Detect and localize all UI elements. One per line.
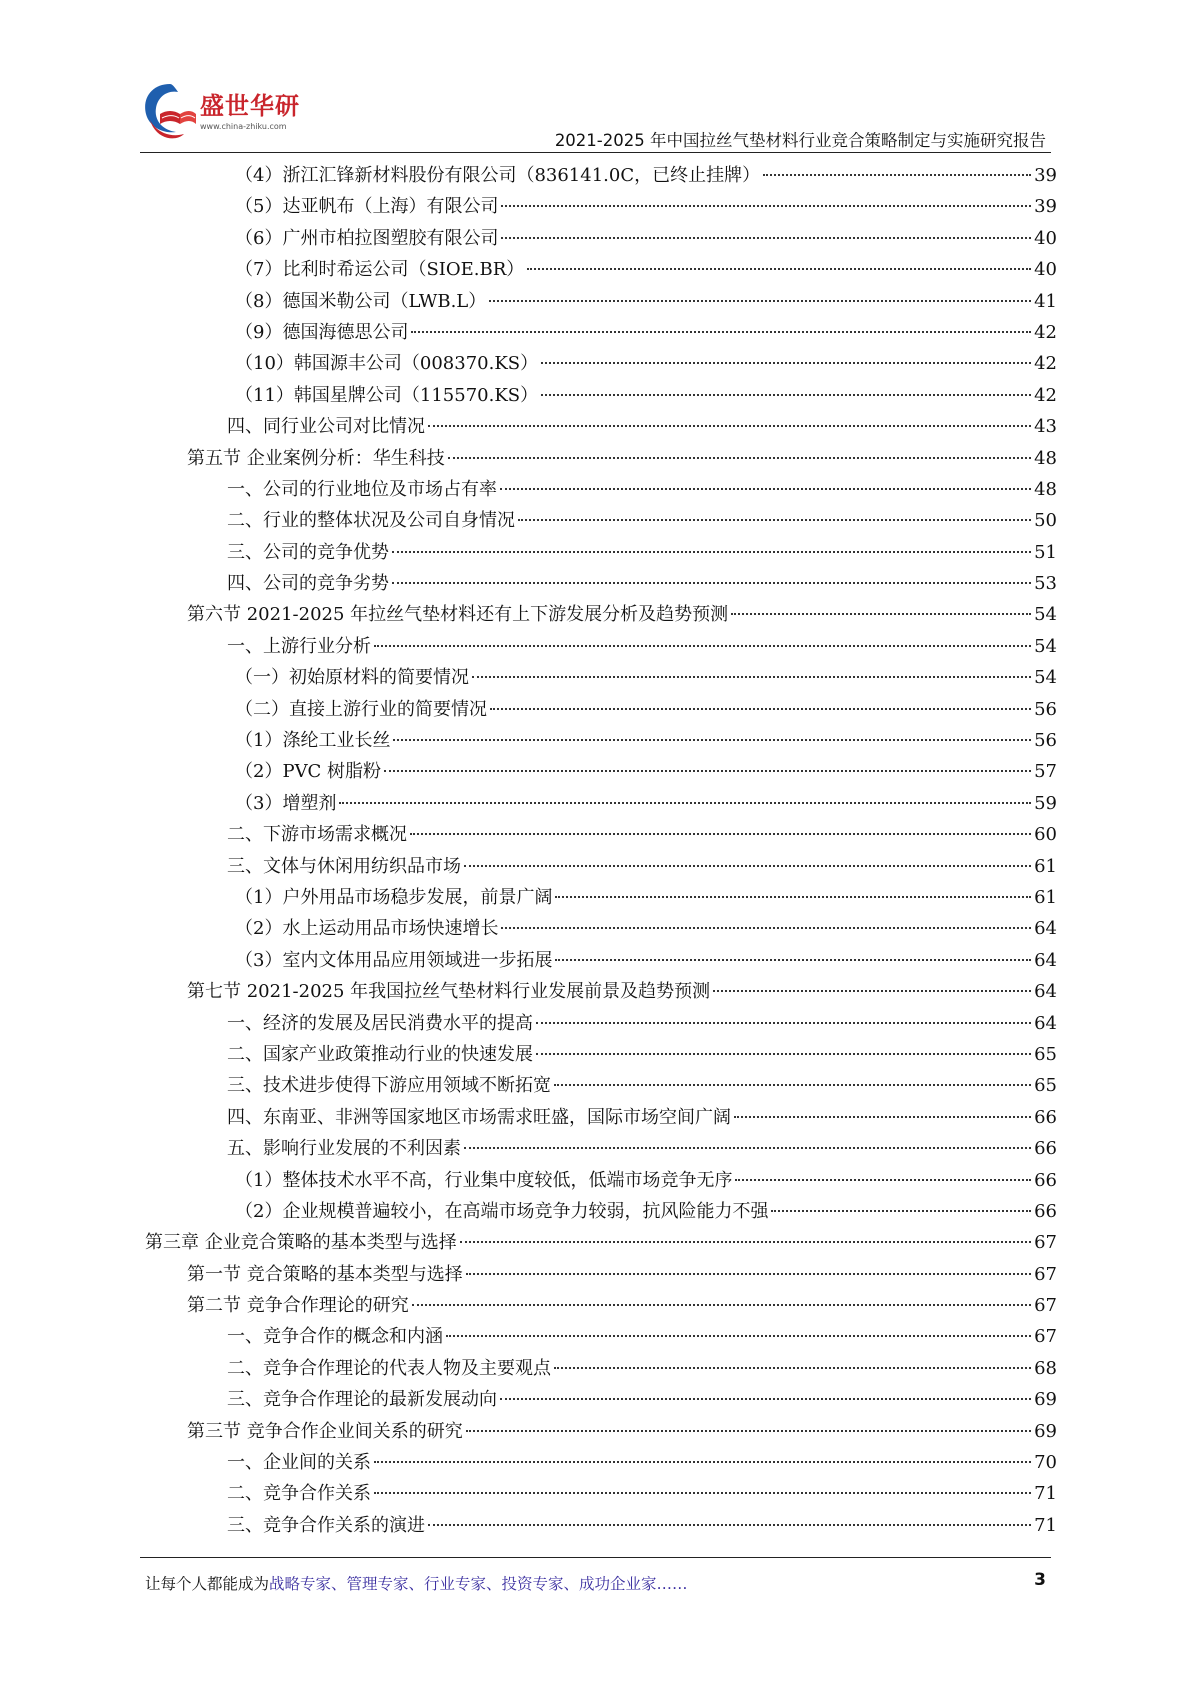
toc-dot-leader xyxy=(374,1461,1031,1463)
toc-entry-page: 65 xyxy=(1034,1075,1057,1097)
toc-entry[interactable] xyxy=(145,1478,1057,1509)
toc-dot-leader xyxy=(500,1398,1031,1400)
toc-dot-leader xyxy=(446,1335,1031,1337)
toc-entry[interactable] xyxy=(145,1384,1057,1415)
footer-divider xyxy=(140,1557,1051,1558)
toc-dot-leader xyxy=(541,362,1031,364)
toc-entry-title: 四、同行业公司对比情况 xyxy=(227,416,425,438)
toc-entry-title: 一、经济的发展及居民消费水平的提高 xyxy=(227,1012,533,1034)
toc-dot-leader xyxy=(713,990,1031,992)
toc-entry[interactable] xyxy=(145,1039,1057,1070)
toc-entry-page: 40 xyxy=(1034,227,1057,249)
toc-entry[interactable] xyxy=(145,788,1057,819)
toc-dot-leader xyxy=(536,1022,1031,1024)
toc-entry-title: （9）德国海德思公司 xyxy=(235,321,409,343)
toc-entry-page: 43 xyxy=(1034,416,1057,438)
toc-entry-title: （2）PVC 树脂粉 xyxy=(235,761,382,783)
toc-dot-leader xyxy=(428,1524,1031,1526)
toc-entry[interactable] xyxy=(145,443,1057,474)
toc-entry[interactable] xyxy=(145,725,1057,756)
toc-entry[interactable] xyxy=(145,756,1057,787)
toc-dot-leader xyxy=(500,488,1031,490)
toc-entry-page: 67 xyxy=(1034,1232,1057,1254)
toc-entry-title: 四、公司的竞争劣势 xyxy=(227,573,389,595)
toc-entry-page: 39 xyxy=(1034,196,1057,218)
toc-dot-leader xyxy=(384,770,1031,772)
toc-entry[interactable] xyxy=(145,317,1057,348)
toc-entry-title: 第六节 2021-2025 年拉丝气垫材料还有上下游发展分析及趋势预测 xyxy=(187,604,729,626)
logo-name: 盛世华研 xyxy=(200,92,300,120)
toc-entry-page: 48 xyxy=(1034,447,1057,469)
toc-entry-page: 39 xyxy=(1034,165,1057,186)
toc-entry[interactable] xyxy=(145,1353,1057,1384)
toc-dot-leader xyxy=(374,1492,1031,1494)
toc-entry[interactable] xyxy=(145,1321,1057,1352)
toc-dot-leader xyxy=(555,896,1031,898)
toc-entry-title: （二）直接上游行业的简要情况 xyxy=(235,698,487,720)
toc-entry[interactable] xyxy=(145,1196,1057,1227)
toc-dot-leader xyxy=(472,676,1031,678)
toc-entry-page: 64 xyxy=(1034,981,1057,1003)
toc-entry-title: 四、东南亚、非洲等国家地区市场需求旺盛，国际市场空间广阔 xyxy=(227,1106,731,1128)
logo xyxy=(140,80,320,150)
toc-dot-leader xyxy=(527,268,1031,270)
toc-entry-title: （7）比利时希运公司（SIOE.BR） xyxy=(235,259,525,281)
toc-dot-leader xyxy=(536,1053,1031,1055)
toc-dot-leader xyxy=(428,425,1031,427)
toc-entry-title: 二、竞争合作理论的代表人物及主要观点 xyxy=(227,1357,551,1379)
toc-entry-title: 第七节 2021-2025 年我国拉丝气垫材料行业发展前景及趋势预测 xyxy=(187,981,711,1003)
toc-entry-page: 66 xyxy=(1034,1200,1057,1222)
toc-dot-leader xyxy=(392,582,1031,584)
toc-dot-leader xyxy=(489,300,1031,302)
toc-entry[interactable] xyxy=(145,223,1057,254)
toc-entry[interactable] xyxy=(145,411,1057,442)
toc-entry-page: 71 xyxy=(1034,1514,1057,1536)
toc-entry-title: （6）广州市柏拉图塑胶有限公司 xyxy=(235,227,499,249)
toc-entry-title: （1）整体技术水平不高，行业集中度较低，低端市场竞争无序 xyxy=(235,1169,733,1191)
toc-entry[interactable] xyxy=(145,1133,1057,1164)
toc-entry[interactable] xyxy=(145,254,1057,285)
toc-entry[interactable] xyxy=(145,286,1057,317)
toc-entry[interactable] xyxy=(145,819,1057,850)
toc-entry[interactable] xyxy=(145,913,1057,944)
toc-entry-page: 69 xyxy=(1034,1389,1057,1411)
toc-dot-leader xyxy=(731,613,1031,615)
toc-dot-leader xyxy=(392,551,1031,553)
toc-entry[interactable] xyxy=(145,1008,1057,1039)
toc-entry-page: 67 xyxy=(1034,1263,1057,1285)
toc-entry[interactable] xyxy=(145,505,1057,536)
toc-entry-page: 56 xyxy=(1034,698,1057,720)
toc-entry[interactable] xyxy=(145,474,1057,505)
table-of-contents xyxy=(145,160,1057,1541)
toc-entry-page: 50 xyxy=(1034,510,1057,532)
toc-dot-leader xyxy=(734,1116,1031,1118)
toc-dot-leader xyxy=(374,645,1031,647)
toc-dot-leader xyxy=(501,237,1031,239)
toc-entry[interactable] xyxy=(145,631,1057,662)
toc-entry-title: （2）水上运动用品市场快速增长 xyxy=(235,918,499,940)
toc-dot-leader xyxy=(466,1430,1031,1432)
toc-entry-title: （1）涤纶工业长丝 xyxy=(235,730,391,752)
toc-entry[interactable] xyxy=(145,945,1057,976)
toc-entry[interactable] xyxy=(145,662,1057,693)
toc-entry[interactable] xyxy=(145,694,1057,725)
toc-entry-page: 59 xyxy=(1034,792,1057,814)
toc-entry-page: 61 xyxy=(1034,886,1057,908)
toc-entry[interactable] xyxy=(145,537,1057,568)
toc-entry-page: 42 xyxy=(1034,321,1057,343)
toc-entry-page: 60 xyxy=(1034,824,1057,846)
toc-dot-leader xyxy=(460,1241,1031,1243)
toc-entry-title: 三、文体与休闲用纺织品市场 xyxy=(227,855,461,877)
page-number: 3 xyxy=(1034,1570,1046,1590)
toc-dot-leader xyxy=(393,739,1031,741)
toc-entry-page: 56 xyxy=(1034,730,1057,752)
toc-entry-page: 61 xyxy=(1034,855,1057,877)
toc-entry-page: 68 xyxy=(1034,1357,1057,1379)
toc-entry-title: 三、竞争合作理论的最新发展动向 xyxy=(227,1389,497,1411)
toc-entry-title: 二、行业的整体状况及公司自身情况 xyxy=(227,510,515,532)
toc-dot-leader xyxy=(411,331,1031,333)
toc-dot-leader xyxy=(464,1147,1031,1149)
toc-entry-page: 54 xyxy=(1034,667,1057,689)
toc-dot-leader xyxy=(541,394,1031,396)
toc-entry[interactable] xyxy=(145,1259,1057,1290)
toc-entry-page: 67 xyxy=(1034,1295,1057,1317)
toc-entry[interactable] xyxy=(145,568,1057,599)
logo-icon xyxy=(140,80,200,142)
toc-entry-page: 57 xyxy=(1034,761,1057,783)
toc-entry[interactable] xyxy=(145,1290,1057,1321)
toc-entry-page: 41 xyxy=(1034,290,1057,312)
toc-entry-title: （10）韩国源丰公司（008370.KS） xyxy=(235,353,539,375)
toc-dot-leader xyxy=(554,1367,1031,1369)
toc-entry[interactable] xyxy=(145,1447,1057,1478)
toc-entry[interactable] xyxy=(145,1070,1057,1101)
toc-entry-title: 三、技术进步使得下游应用领域不断拓宽 xyxy=(227,1075,551,1097)
toc-entry[interactable] xyxy=(145,191,1057,222)
toc-entry[interactable] xyxy=(145,1165,1057,1196)
toc-entry-page: 42 xyxy=(1034,353,1057,375)
footer-slogan-prefix: 让每个人都能成为 xyxy=(145,1575,270,1593)
page-header xyxy=(0,0,1191,160)
toc-entry[interactable] xyxy=(145,1102,1057,1133)
toc-entry-title: （1）户外用品市场稳步发展，前景广阔 xyxy=(235,886,553,908)
toc-entry[interactable] xyxy=(145,976,1057,1007)
toc-dot-leader xyxy=(518,519,1031,521)
toc-entry-title: 一、上游行业分析 xyxy=(227,635,371,657)
toc-dot-leader xyxy=(555,959,1031,961)
toc-entry-page: 71 xyxy=(1034,1483,1057,1505)
toc-entry-title: 第五节 企业案例分析：华生科技 xyxy=(187,447,445,469)
toc-entry-page: 48 xyxy=(1034,478,1057,500)
toc-entry-page: 54 xyxy=(1034,604,1057,626)
toc-dot-leader xyxy=(501,205,1031,207)
toc-entry-title: 第一节 竞合策略的基本类型与选择 xyxy=(187,1263,463,1285)
toc-entry-title: （11）韩国星牌公司（115570.KS） xyxy=(235,384,539,406)
toc-entry-title: 第三节 竞争合作企业间关系的研究 xyxy=(187,1420,463,1442)
footer-slogan xyxy=(145,1572,688,1594)
toc-entry-page: 40 xyxy=(1034,259,1057,281)
toc-entry-page: 42 xyxy=(1034,384,1057,406)
toc-entry-title: 三、竞争合作关系的演进 xyxy=(227,1514,425,1536)
toc-entry-title: （4）浙江汇锋新材料股份有限公司（836141.0C，已终止挂牌） xyxy=(235,165,761,186)
toc-dot-leader xyxy=(466,1273,1031,1275)
toc-entry-title: （8）德国米勒公司（LWB.L） xyxy=(235,290,487,312)
toc-entry-title: 二、下游市场需求概况 xyxy=(227,824,407,846)
toc-entry[interactable] xyxy=(145,1510,1057,1541)
toc-entry-page: 66 xyxy=(1034,1138,1057,1160)
toc-entry-title: 二、竞争合作关系 xyxy=(227,1483,371,1505)
toc-dot-leader xyxy=(771,1210,1031,1212)
toc-entry-title: 一、公司的行业地位及市场占有率 xyxy=(227,478,497,500)
toc-entry-page: 51 xyxy=(1034,541,1057,563)
toc-entry[interactable] xyxy=(145,348,1057,379)
toc-entry[interactable] xyxy=(145,851,1057,882)
toc-entry-title: （3）增塑剂 xyxy=(235,792,337,814)
toc-entry[interactable] xyxy=(145,160,1057,191)
toc-entry-page: 65 xyxy=(1034,1043,1057,1065)
toc-entry-page: 54 xyxy=(1034,635,1057,657)
toc-dot-leader xyxy=(410,833,1031,835)
toc-dot-leader xyxy=(490,708,1031,710)
toc-dot-leader xyxy=(554,1084,1031,1086)
toc-entry-title: 第二节 竞争合作理论的研究 xyxy=(187,1295,409,1317)
toc-dot-leader xyxy=(412,1304,1031,1306)
toc-entry-title: （一）初始原材料的简要情况 xyxy=(235,667,469,689)
header-divider xyxy=(140,152,1051,153)
toc-entry[interactable] xyxy=(145,380,1057,411)
toc-entry-page: 64 xyxy=(1034,949,1057,971)
toc-entry-page: 69 xyxy=(1034,1420,1057,1442)
toc-entry-title: （5）达亚帆布（上海）有限公司 xyxy=(235,196,499,218)
toc-entry-title: 一、企业间的关系 xyxy=(227,1452,371,1474)
toc-entry-page: 70 xyxy=(1034,1452,1057,1474)
toc-entry-title: 五、影响行业发展的不利因素 xyxy=(227,1138,461,1160)
report-title: 2021-2025 年中国拉丝气垫材料行业竞合策略制定与实施研究报告 xyxy=(554,131,1046,150)
toc-entry-title: （2）企业规模普遍较小，在高端市场竞争力较弱，抗风险能力不强 xyxy=(235,1200,769,1222)
toc-dot-leader xyxy=(448,457,1031,459)
toc-entry-title: 一、竞争合作的概念和内涵 xyxy=(227,1326,443,1348)
toc-entry-page: 66 xyxy=(1034,1106,1057,1128)
toc-entry[interactable] xyxy=(145,1416,1057,1447)
toc-dot-leader xyxy=(464,865,1031,867)
toc-entry-page: 53 xyxy=(1034,573,1057,595)
toc-dot-leader xyxy=(339,802,1031,804)
toc-entry-page: 66 xyxy=(1034,1169,1057,1191)
logo-url: www.china-zhiku.com xyxy=(200,122,287,131)
toc-entry-page: 64 xyxy=(1034,918,1057,940)
toc-entry-title: 二、国家产业政策推动行业的快速发展 xyxy=(227,1043,533,1065)
toc-entry[interactable] xyxy=(145,599,1057,630)
footer-slogan-highlight: 战略专家、管理专家、行业专家、投资专家、成功企业家…… xyxy=(269,1575,688,1593)
toc-entry-title: 第三章 企业竞合策略的基本类型与选择 xyxy=(145,1232,457,1254)
toc-entry-page: 67 xyxy=(1034,1326,1057,1348)
toc-dot-leader xyxy=(501,927,1031,929)
toc-entry-title: （3）室内文体用品应用领域进一步拓展 xyxy=(235,949,553,971)
toc-dot-leader xyxy=(735,1179,1031,1181)
toc-entry[interactable] xyxy=(145,882,1057,913)
toc-entry-page: 64 xyxy=(1034,1012,1057,1034)
toc-entry-title: 三、公司的竞争优势 xyxy=(227,541,389,563)
toc-dot-leader xyxy=(763,174,1031,176)
toc-entry[interactable] xyxy=(145,1227,1057,1258)
